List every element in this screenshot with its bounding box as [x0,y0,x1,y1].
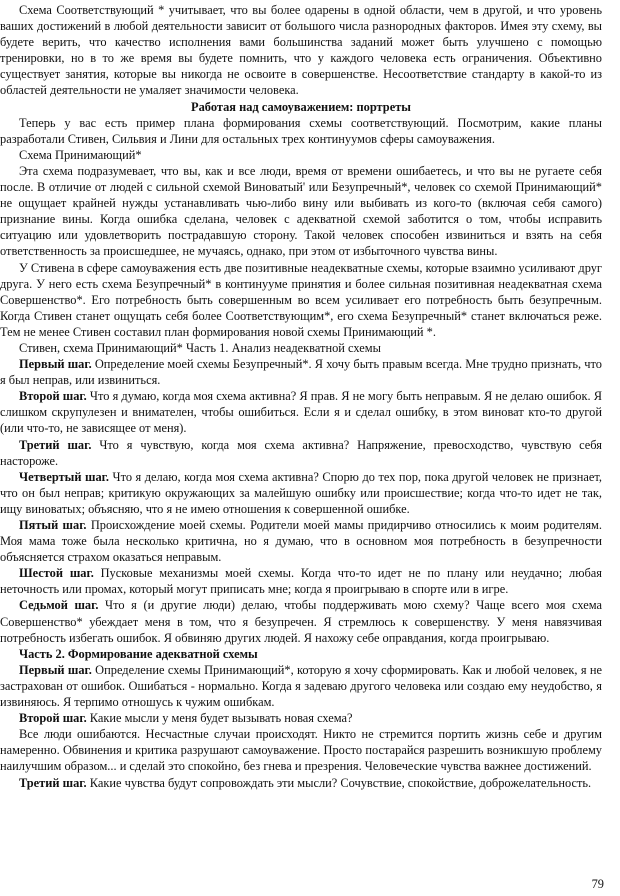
step-label: Третий шаг. [19,775,87,790]
step-label: Первый шаг. [19,357,92,372]
paragraph-7: Все люди ошибаются. Несчастные случаи происходят. Никто не стремится портить жизнь себе и другим намеренно. Обвинения и критика разрушают самоуважение. Просто постарайся разрешить возникшую проблему наилучшим образом... и сделай это спокойно, без гнева и презрения. Человеческие чувства важнее достижений. [0,727,602,774]
step-label: Третий шаг. [19,437,92,452]
step-text: Что я делаю, когда моя схема активна? Спорю до тех пор, пока другой человек не признает, что он был неправ; критикую окружающих за малейшую ошибку или происшествие; когда что-то идет не так, ищу виноватых; объясняю, что я не имею отношения к совершенной ошибке. [0,469,603,516]
step-label: Шестой шаг. [19,566,94,581]
paragraph-4: Эта схема подразумевает, что вы, как и все люди, время от времени ошибаетесь, и что вы не ругаете себя после. В отличие от людей с сильной схемой Виноватый' или Безупречный*, человек со схемой Принимающий* не ощущает крайней нужды устанавливать чью-либо вину или выбивать из кого-то (включая себя самого) признание вины. Когда ошибка сделана, человек с адекватной схемой заботится о том, чтобы исправить ситуацию или удовлетворить пострадавшую сторону. Такой человек способен извиниться и взять на себя ответственность за происшедшее, не мучаясь, однако, при этом от избыточного чувства вины. [0,163,602,259]
page-number: 79 [591,877,604,891]
step-text: Что я чувствую, когда моя схема активна? Напряжение, превосходство, чувствую себя настороже. [0,437,602,468]
step-text: Происхождение моей схемы. Родители моей мамы придирчиво относились к моим родителям. Моя мама тоже была несколько критична, но я думаю, что в основном моя потребность в безупречности объясняется страхом оказаться неправым. [0,518,602,565]
step-paragraph [0,388,602,436]
step-text: Какие чувства будут сопровождать эти мысли? Сочувствие, спокойствие, доброжелательность. [86,775,592,790]
step-label: Четвертый шаг. [19,469,109,484]
paragraph-5: У Стивена в сфере самоуважения есть две позитивные неадекватные схемы, которые взаимно усиливают друг друга. У него есть схема Безупречный* в континууме принятия и более сильная позитивная неадекватная схема Совершенство*. Его потребность быть совершенным во всем усиливает его потребность быть безупречным. Когда Стивен станет ощущать себя более Соответствующим*, его схема Безупречный* станет включаться реже. Тем не менее Стивен составил план формирования новой схемы Принимающий *. [0,260,602,339]
section-heading: Работая над самоуважением: портреты [191,99,411,114]
step-paragraph [0,517,602,565]
paragraph-1: Схема Соответствующий * учитывает, что вы более одарены в одной области, чем в другой, и что уровень ваших достижений в любой деятельности зависит от большого числа разнородных факторов. Имея эту схему, вы будете верить, что качество исполнения вами большинства заданий может быть улучшено с помощью тренировки, но в то же время вы будете помнить, что у каждого человека есть ограничения. Объективно существует занятия, которые вы никогда не освоите в совершенстве. Несоответствие стандарту в какой-то из областей деятельности не умаляет значимости человека. [0,3,602,98]
step-paragraph [0,437,602,469]
step-label: Седьмой шаг. [19,598,99,613]
paragraph-2: Теперь у вас есть пример плана формирования схемы соответствующий. Посмотрим, какие планы разработали Стивен, Сильвия и Лини для остальных трех континуумов сферы самоуважения. [0,115,602,146]
step-text: Что я думаю, когда моя схема активна? Я прав. Я не могу быть неправым. Я не делаю ошибок. Я слишком скрупулезен и внимателен, чтобы ошибиться. Если я и сделал ошибку, в этом виноват кто-то другой (или что-то, не зависящее от меня). [0,389,602,436]
step-paragraph [0,565,602,597]
step-label: Второй шаг. [19,389,87,404]
step-text: Определение схемы Принимающий*, которую я хочу сформировать. Как и любой человек, я не застрахован от ошибок. Ошибаться - нормально. Когда я задеваю другого человека или создаю ему неудобство, я извиняюсь. Я терпимо отношусь к чужим ошибкам. [0,662,602,710]
step-paragraph [0,710,602,726]
step-paragraph [0,597,602,645]
step-paragraph [0,775,602,791]
step-label: Второй шаг. [19,711,87,726]
step-paragraph [0,469,602,517]
step-label: Первый шаг. [19,662,92,677]
page-body-text [0,2,602,791]
step-paragraph [0,356,602,388]
step-label: Пятый шаг. [19,518,87,532]
paragraph-3: Схема Принимающий* [19,147,142,162]
part-heading: Часть 2. Формирование адекватной схемы [19,646,258,661]
paragraph-6: Стивен, схема Принимающий* Часть 1. Анализ неадекватной схемы [19,340,381,355]
step-text: Пусковые механизмы моей схемы. Когда что-то идет не по плану или неудачно; любая неточность или промах, который могут приписать мне; когда я проигрываю в спорте или в игре. [0,566,602,597]
step-text: Какие мысли у меня будет вызывать новая схема? [86,711,353,726]
step-paragraph [0,662,602,710]
step-text: Определение моей схемы Безупречный*. Я хочу быть правым всегда. Мне трудно признать, что я был неправ, или извиниться. [0,357,602,388]
step-text: Что я (и другие люди) делаю, чтобы поддерживать мою схему? Чаще всего моя схема Совершенство* убеждает меня в том, что я безупречен. Я стремлюсь к совершенству. У меня навязчивая потребность избегать ошибок. Я обвиняю других людей. Я нахожу себе оправдания, когда проигрываю. [0,598,602,645]
